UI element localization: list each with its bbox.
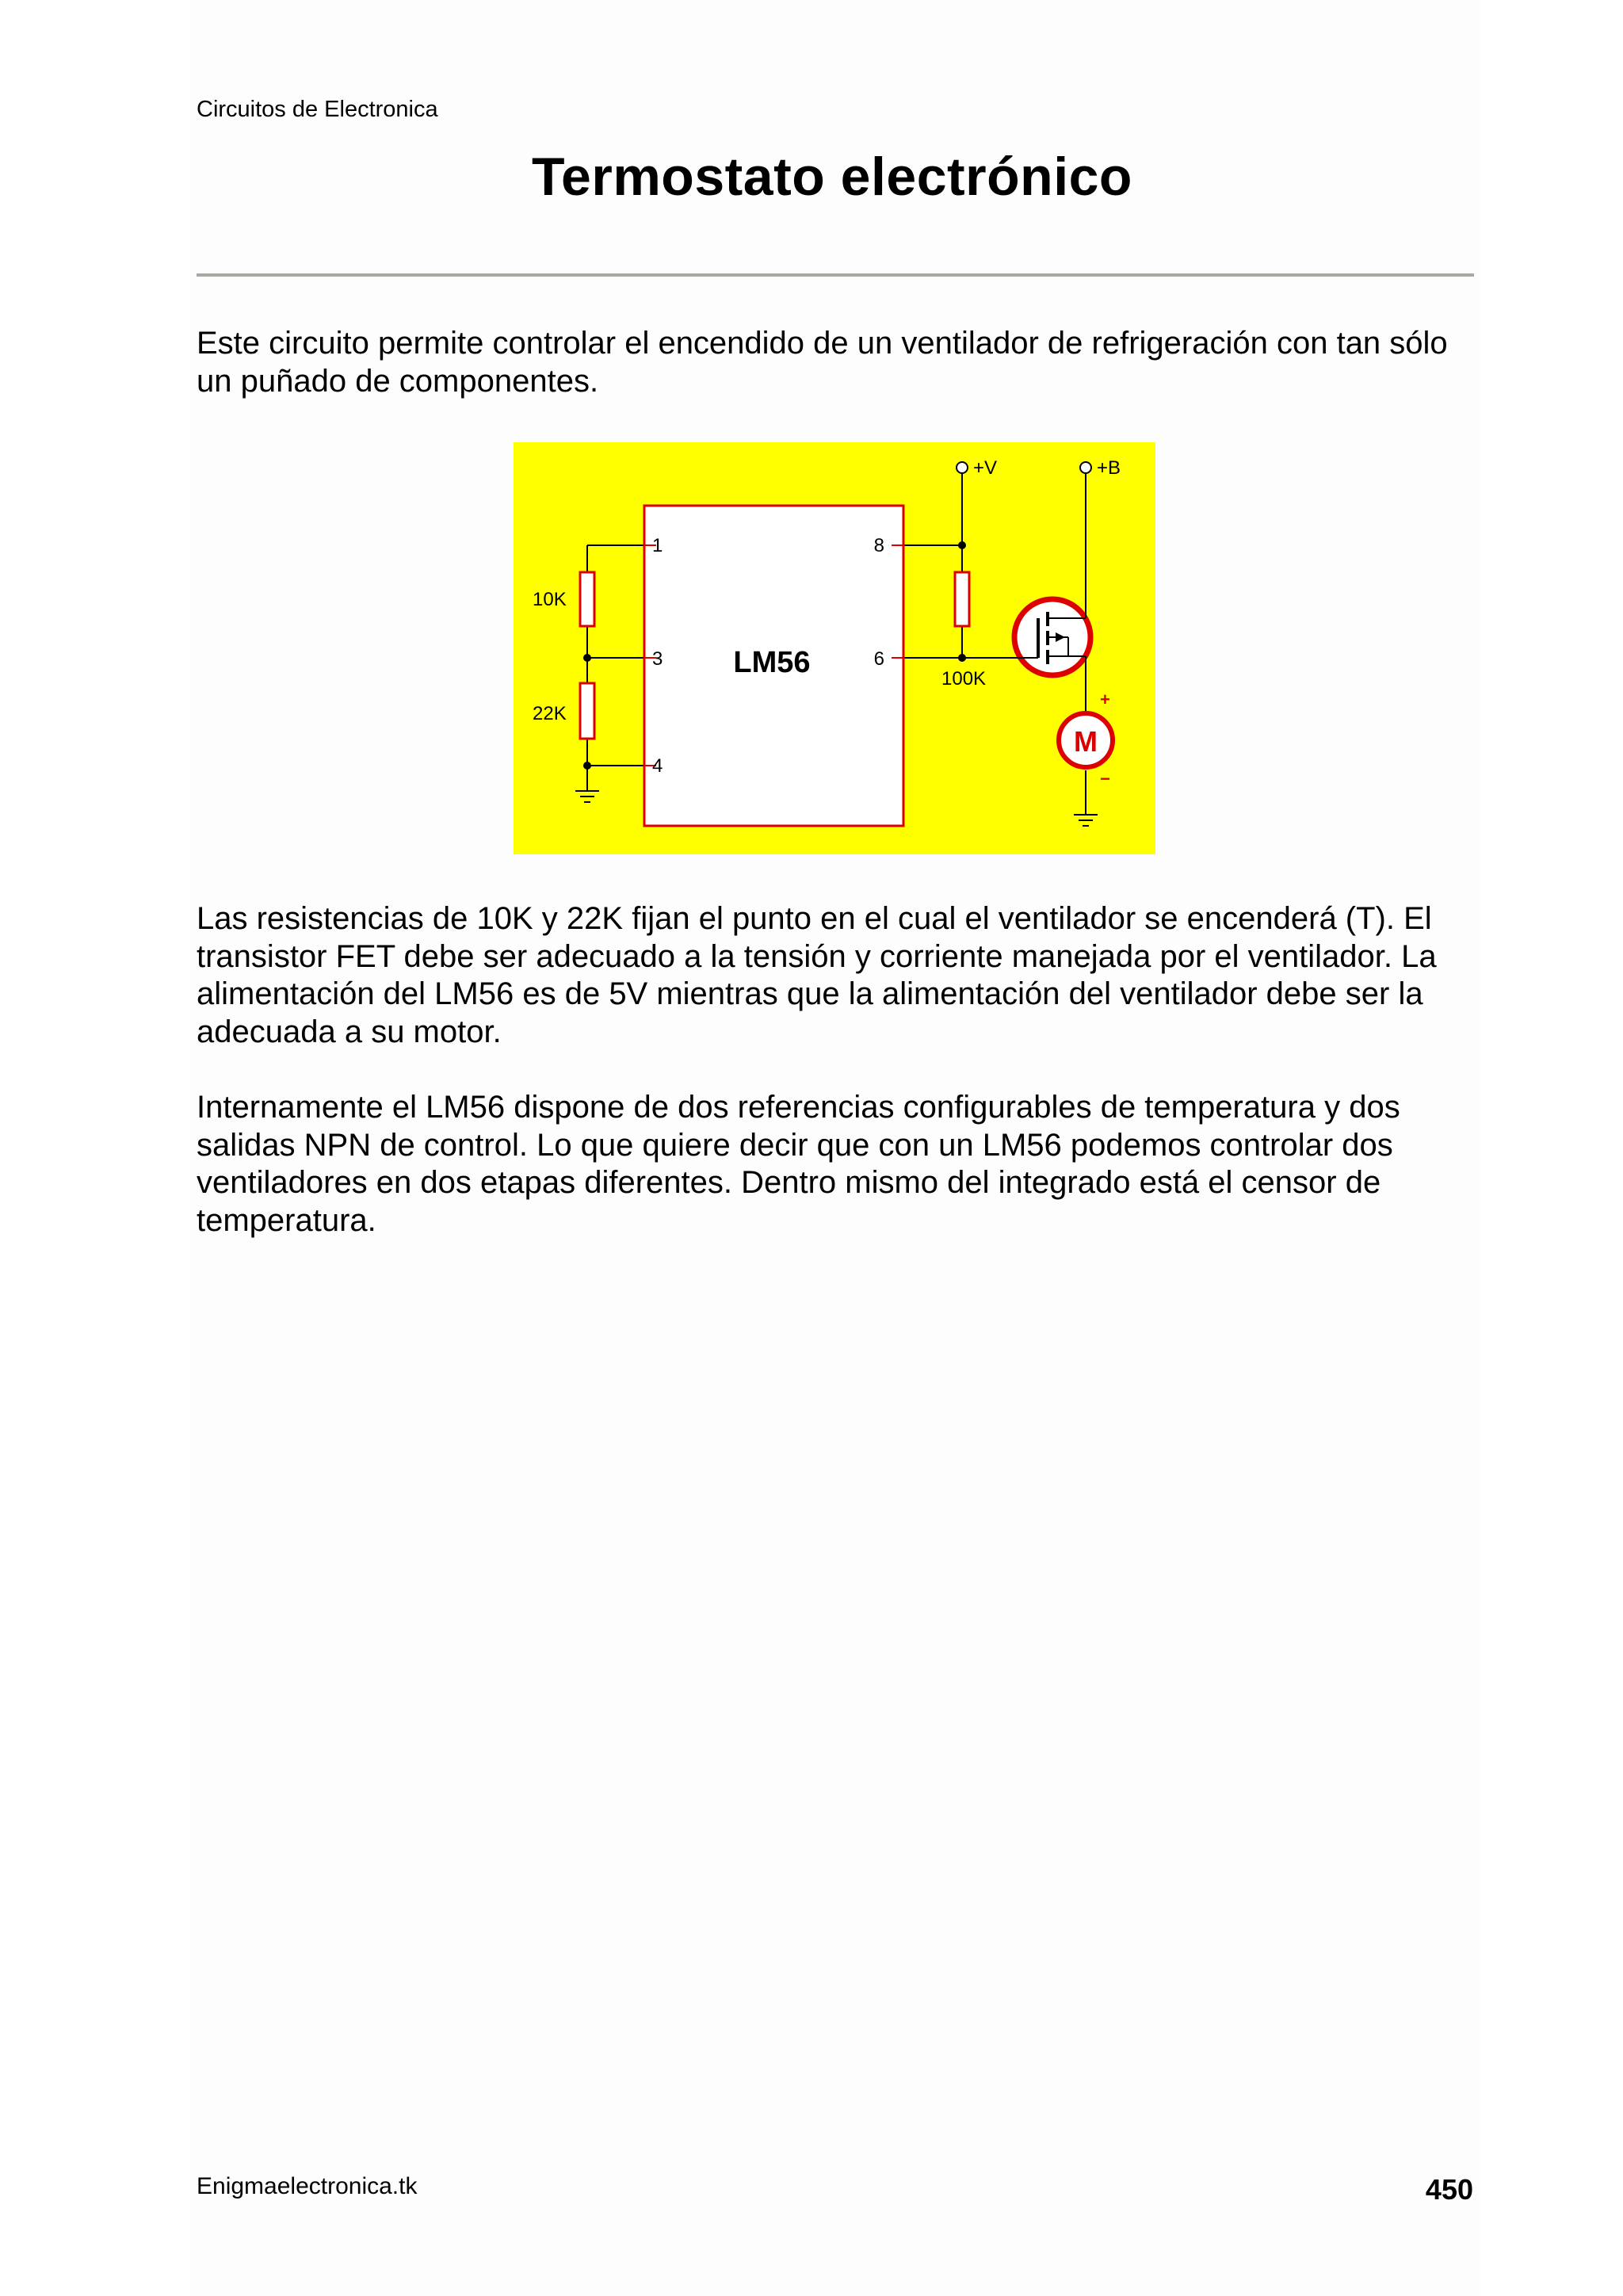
motor-plus-label: + [1100,690,1110,709]
resistor-100k [955,572,969,626]
resistors-paragraph: Las resistencias de 10K y 22K fijan el punto en el cual el ventilador se encenderá (T). El transistor FET debe ser adecuado a la tensión y corriente manejada por el ventilador. La alimentación del LM56 es de 5V mientras que la alimentación del ventilador debe ser la adecuada a su motor. [197,901,1437,1049]
title-divider [197,273,1474,277]
pin6-label: 6 [873,648,884,670]
resistor-22k [580,683,594,739]
supply-b-label: +B [1097,457,1121,479]
intro-paragraph: Este circuito permite controlar el encendido de un ventilador de refrigeración con tan sólo un puñado de componentes. [197,326,1448,399]
footer-site: Enigmaelectronica.tk [197,2173,418,2199]
pin4-label: 4 [652,755,663,777]
motor-minus-label: − [1100,769,1110,789]
resistor-10k [580,572,594,626]
page-title: Termostato electrónico [532,147,1132,207]
page-number: 450 [1425,2173,1473,2206]
resistor-100k-label: 100K [941,668,987,690]
resistor-10k-label: 10K [533,589,567,610]
supply-v-terminal [957,462,968,473]
pin1-label: 1 [652,535,663,556]
ic-label: LM56 [733,646,811,679]
motor-label: M [1074,725,1098,758]
resistor-22k-label: 22K [533,703,567,724]
thermostat-schematic [514,442,1155,854]
internal-paragraph: Internamente el LM56 dispone de dos referencias configurables de temperatura y dos salidas NPN de control. Lo que quiere decir que con un LM56 podemos controlar dos ventiladores en dos etapas diferentes. Dentro mismo del integrado está el censor de temperatura. [197,1090,1400,1238]
mosfet-transistor [1014,598,1090,699]
supply-b-terminal [1080,462,1091,473]
supply-v-label: +V [973,457,998,479]
pin8-label: 8 [873,535,884,556]
pin3-label: 3 [652,648,663,670]
running-header: Circuitos de Electronica [197,97,438,122]
